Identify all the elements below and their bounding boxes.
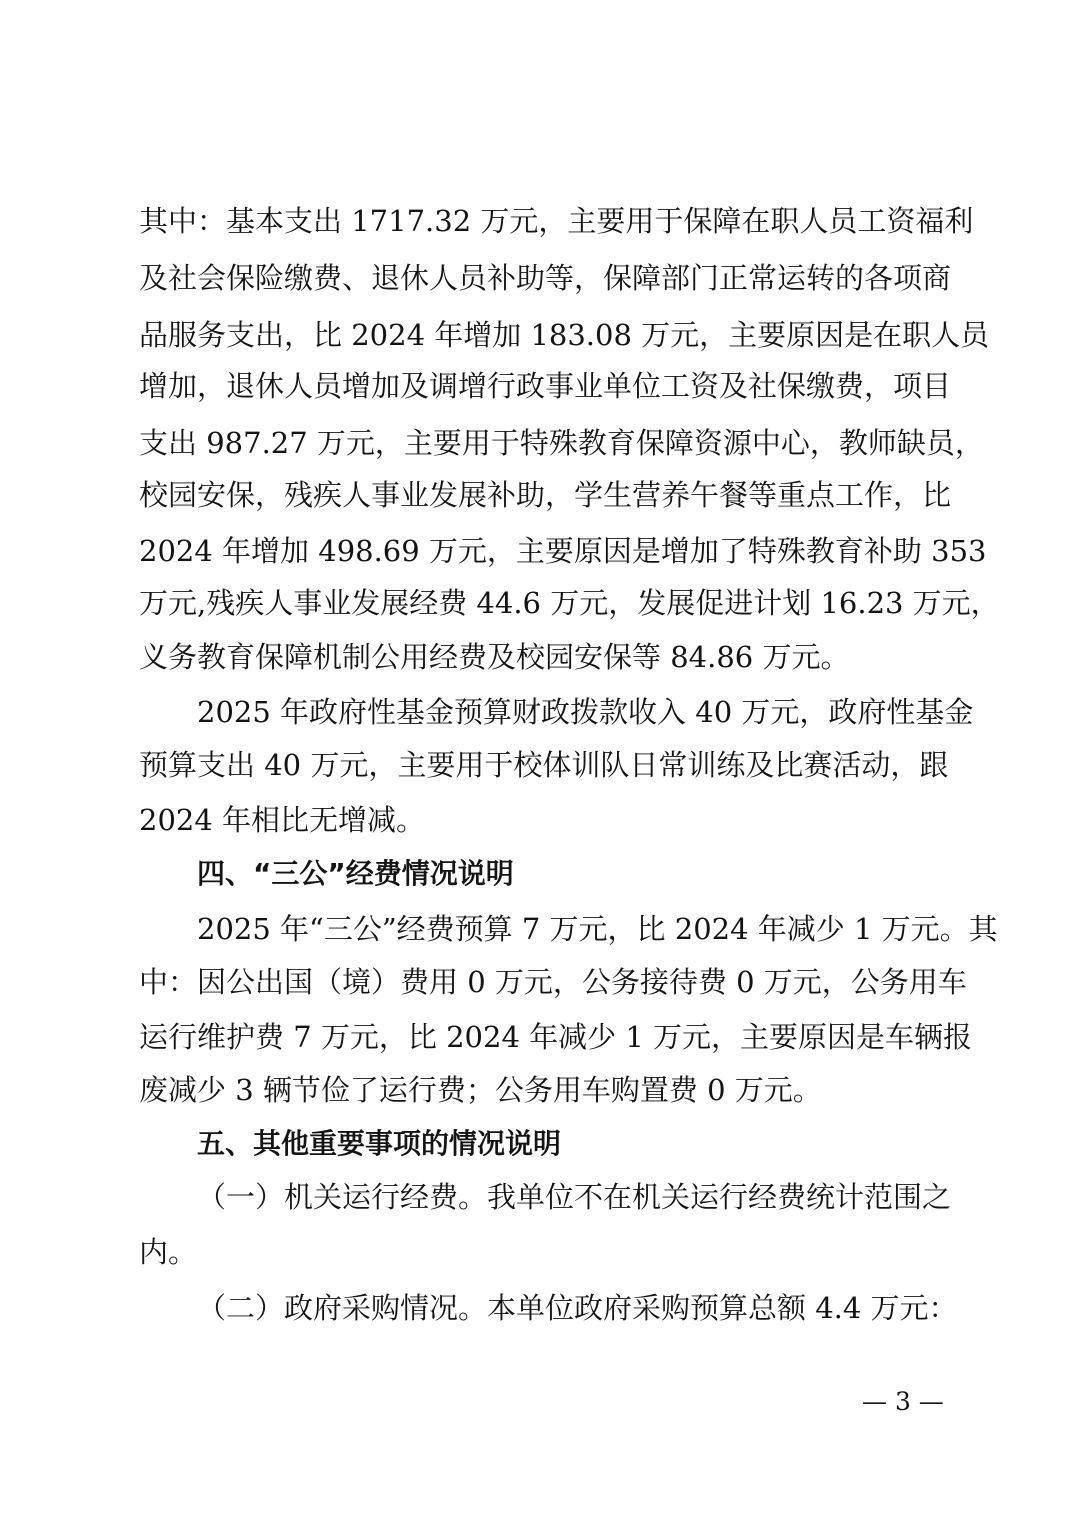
body-text-line: 中：因公出国（境）费用 0 万元，公务接待费 0 万元，公务用车 — [139, 965, 967, 999]
body-text-line: （二）政府采购情况。本单位政府采购预算总额 4.4 万元： — [197, 1291, 958, 1325]
body-text-line: 2024 年相比无增减。 — [139, 803, 426, 837]
body-text-line: 其中：基本支出 1717.32 万元，主要用于保障在职人员工资福利 — [139, 204, 974, 238]
body-text-line: 校园安保，残疾人事业发展补助，学生营养午餐等重点工作，比 — [139, 478, 952, 512]
body-text-line: 2025 年政府性基金预算财政拨款收入 40 万元，政府性基金 — [197, 695, 974, 729]
body-text-line: 内。 — [139, 1235, 198, 1269]
body-text-line: 及社会保险缴费、退休人员补助等，保障部门正常运转的各项商 — [139, 261, 952, 295]
body-text-line: 运行维护费 7 万元，比 2024 年减少 1 万元，主要原因是车辆报 — [139, 1020, 973, 1054]
body-text-line: 2025 年“三公”经费预算 7 万元，比 2024 年减少 1 万元。其 — [197, 912, 998, 946]
body-text-line: 义务教育保障机制公用经费及校园安保等 84.86 万元。 — [139, 640, 850, 674]
body-text-line: 增加，退休人员增加及调增行政事业单位工资及社保缴费，项目 — [139, 369, 952, 403]
body-text-line: 万元,残疾人事业发展经费 44.6 万元，发展促进计划 16.23 万元， — [139, 586, 1000, 620]
body-text-line: 支出 987.27 万元，主要用于特殊教育保障资源中心，教师缺员， — [139, 426, 984, 460]
body-text-line: 预算支出 40 万元，主要用于校体训队日常训练及比赛活动，跟 — [139, 748, 949, 782]
section-heading: 四、“三公”经费情况说明 — [197, 857, 514, 890]
body-text-line: （一）机关运行经费。我单位不在机关运行经费统计范围之 — [197, 1180, 952, 1214]
body-text-line: 2024 年增加 498.69 万元，主要原因是增加了特殊教育补助 353 — [139, 534, 987, 568]
section-heading: 五、其他重要事项的情况说明 — [197, 1127, 562, 1160]
body-text-line: 品服务支出，比 2024 年增加 183.08 万元，主要原因是在职人员 — [139, 318, 990, 352]
page-number: — 3 — — [862, 1387, 944, 1416]
body-text-line: 废减少 3 辆节俭了运行费；公务用车购置费 0 万元。 — [139, 1073, 822, 1107]
